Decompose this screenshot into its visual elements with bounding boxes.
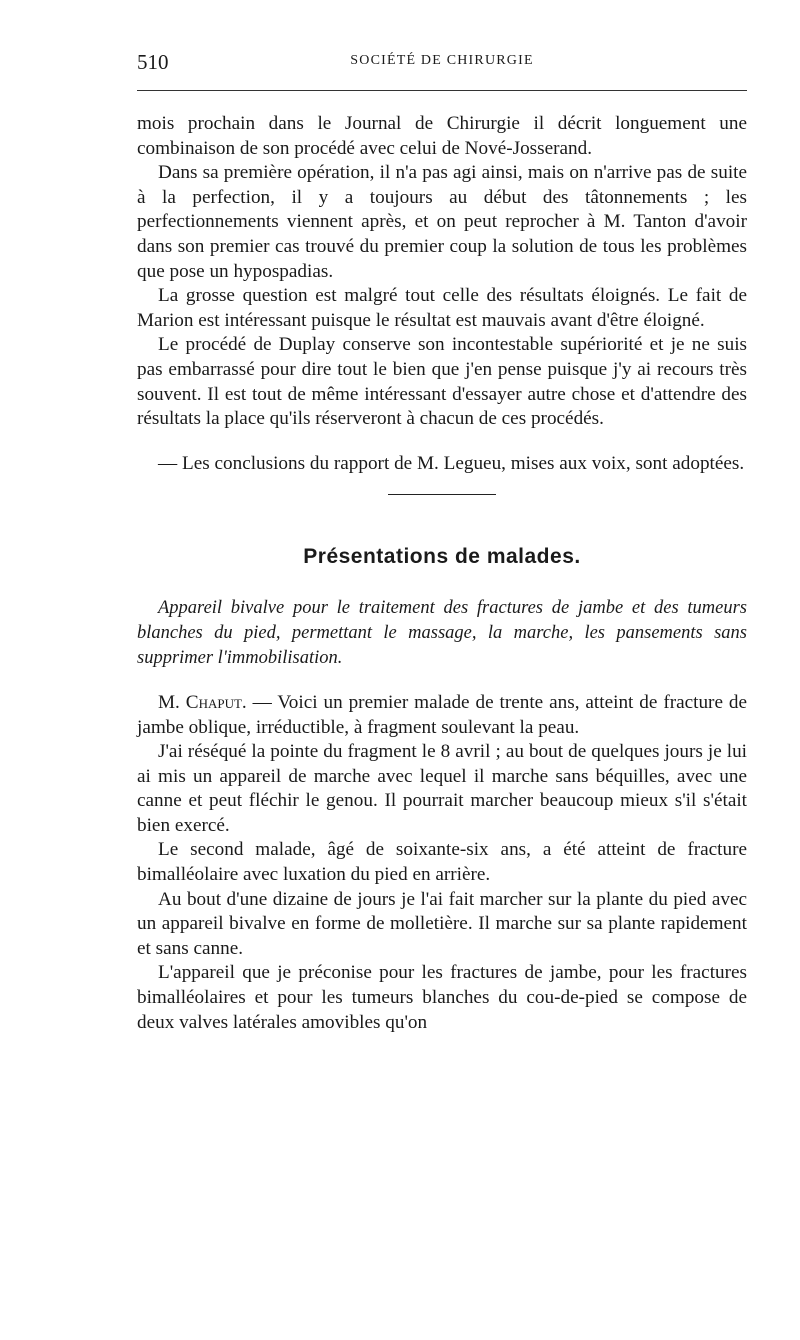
section-subtitle bbox=[137, 596, 747, 671]
speaker-prefix: M. bbox=[158, 691, 180, 713]
paragraph: Dans sa première opération, il n'a pas agi ainsi, mais on n'arrive pas de suite à la perfection, il y a toujours au début des tâtonnements ; les perfectionnements viennent après, et on peut reprocher à M. Tanton d'avoir dans son premier cas trouvé du premier coup la solution de tous les problèmes que pose un hypospadias. bbox=[137, 162, 747, 282]
section-separator-rule bbox=[388, 494, 496, 495]
section-title: Présentations de malades. bbox=[303, 545, 581, 569]
body-text bbox=[137, 112, 747, 1035]
paragraph: La grosse question est malgré tout celle des résultats éloignés. Le fait de Marion est intéressant puisque le résultat est mauvais avant d'être éloigné. bbox=[137, 285, 747, 331]
subtitle-text: Appareil bivalve pour le traitement des fractures de jambe et des tumeurs blanches du pied, permettant le massage, la marche, les pansements sans supprimer l'immobilisation. bbox=[137, 597, 747, 668]
spacer bbox=[137, 671, 747, 691]
paragraph: Au bout d'une dizaine de jours je l'ai fait marcher sur la plante du pied avec un appareil bivalve en forme de molletière. Il marche sur sa plante rapidement et sans canne. bbox=[137, 888, 747, 959]
paragraph: mois prochain dans le Journal de Chirurgie il décrit longuement une combinaison de son procédé avec celui de Nové-Josserand. bbox=[137, 113, 747, 159]
speaker-text: — Voici un premier malade de trente ans, atteint de fracture de jambe oblique, irréductible, à fragment soulevant la peau. bbox=[137, 691, 747, 738]
paragraph: Le procédé de Duplay conserve son incontestable supériorité et je ne suis pas embarrassé pour dire tout le bien que j'en pense puisque j'y ai recours très souvent. Il est tout de même intéressant d'essayer autre chose et d'attendre des résultats la place qu'ils réserveront à chacun de ces procédés. bbox=[137, 334, 747, 430]
paragraph: L'appareil que je préconise pour les fractures de jambe, pour les fractures bimalléolaires et pour les tumeurs blanches du cou-de-pied se compose de deux valves latérales amovibles qu'on bbox=[137, 962, 747, 1033]
book-page bbox=[137, 50, 747, 1033]
speaker-paragraph: M. Chaput. — Voici un premier malade de trente ans, atteint de fracture de jambe oblique, irréductible, à fragment soulevant la peau. bbox=[137, 691, 747, 738]
paragraph: Le second malade, âgé de soixante-six ans, a été atteint de fracture bimalléolaire avec luxation du pied en arrière. bbox=[137, 839, 747, 886]
running-title: SOCIÉTÉ DE CHIRURGIE bbox=[350, 53, 534, 68]
running-head bbox=[137, 50, 747, 82]
speaker-name: Chaput bbox=[185, 691, 242, 713]
header-rule bbox=[137, 90, 747, 91]
paragraph: J'ai réséqué la pointe du fragment le 8 avril ; au bout de quelques jours je lui ai mis un appareil de marche avec lequel il marche sans béquilles, avec une canne et peut fléchir le genou. Il pourrait marcher beaucoup mieux s'il s'était bien exercé. bbox=[137, 741, 747, 836]
spacer bbox=[137, 432, 747, 452]
page-number: 510 bbox=[137, 50, 169, 74]
conclusion-paragraph: — Les conclusions du rapport de M. Legueu, mises aux voix, sont adoptées. bbox=[158, 452, 745, 474]
